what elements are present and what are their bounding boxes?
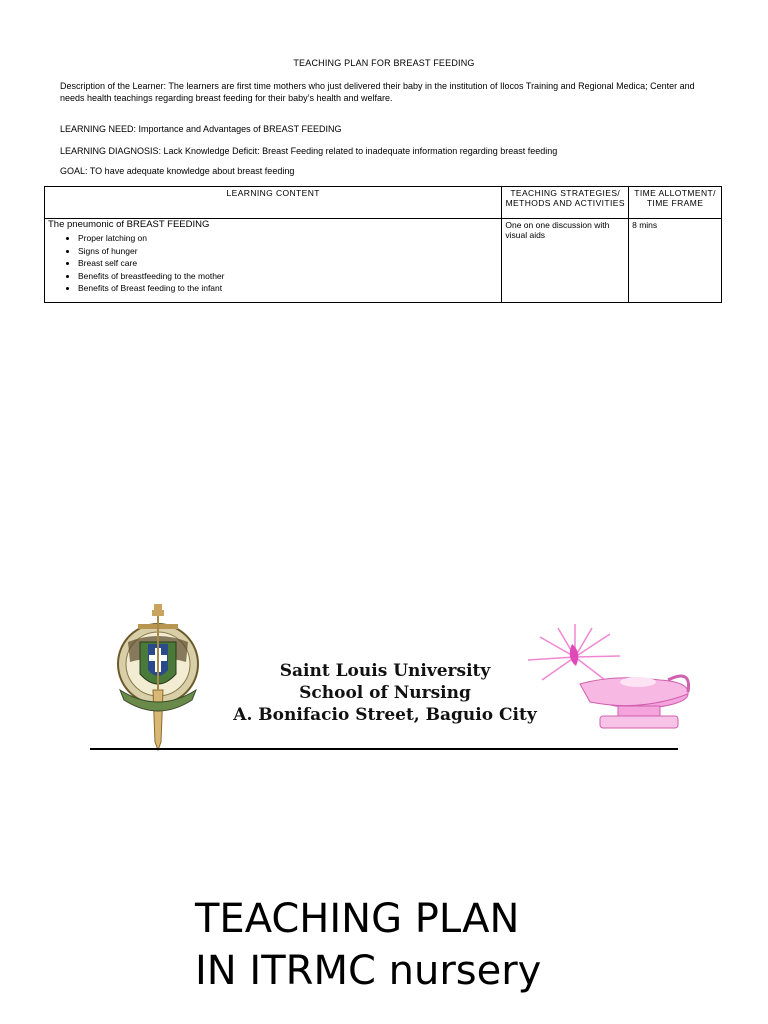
strategy-cell: One on one discussion with visual aids	[502, 219, 629, 303]
teaching-plan-table	[44, 186, 722, 303]
header-time-allotment: TIME ALLOTMENT/ TIME FRAME	[629, 187, 722, 219]
cover-title	[195, 893, 615, 997]
table-row	[45, 219, 722, 303]
list-item: • Signs of hunger	[78, 245, 498, 258]
list-item: • Proper latching on	[78, 232, 498, 245]
learning-need: LEARNING NEED: Importance and Advantages of BREAST FEEDING	[60, 124, 342, 134]
list-item: • Benefits of Breast feeding to the infant	[78, 282, 498, 295]
content-heading: The pneumonic of BREAST FEEDING	[48, 219, 210, 230]
header-learning-content: LEARNING CONTENT	[45, 187, 502, 219]
cover-title-line2: IN ITRMC nursery	[195, 948, 542, 994]
letterhead-divider	[90, 748, 678, 750]
content-list	[48, 232, 498, 295]
university-name: Saint Louis University	[279, 661, 491, 681]
school-letterhead	[230, 660, 540, 726]
goal: GOAL: TO have adequate knowledge about breast feeding	[60, 166, 295, 176]
school-name: School of Nursing	[299, 683, 471, 703]
school-address: A. Bonifacio Street, Baguio City	[233, 705, 537, 725]
university-seal-logo	[108, 602, 208, 752]
list-item: • Breast self care	[78, 257, 498, 270]
cover-title-line1: TEACHING PLAN	[195, 896, 520, 942]
nursing-lamp-icon	[520, 622, 695, 737]
document-title: TEACHING PLAN FOR BREAST FEEDING	[293, 58, 475, 68]
learning-content-cell	[45, 219, 502, 303]
list-item: • Benefits of breastfeeding to the mother	[78, 270, 498, 283]
time-cell: 8 mins	[629, 219, 722, 303]
learning-diagnosis: LEARNING DIAGNOSIS: Lack Knowledge Deficit: Breast Feeding related to inadequate information regarding breast feeding	[60, 146, 558, 156]
table-header-row	[45, 187, 722, 219]
header-teaching-strategies: TEACHING STRATEGIES/ METHODS AND ACTIVITIES	[502, 187, 629, 219]
learner-description: Description of the Learner: The learners are first time mothers who just delivered their baby in the institution of Ilocos Training and Regional Medica; Center and needs health teachings regarding breast feeding for their baby’s health and welfare.	[60, 81, 695, 103]
